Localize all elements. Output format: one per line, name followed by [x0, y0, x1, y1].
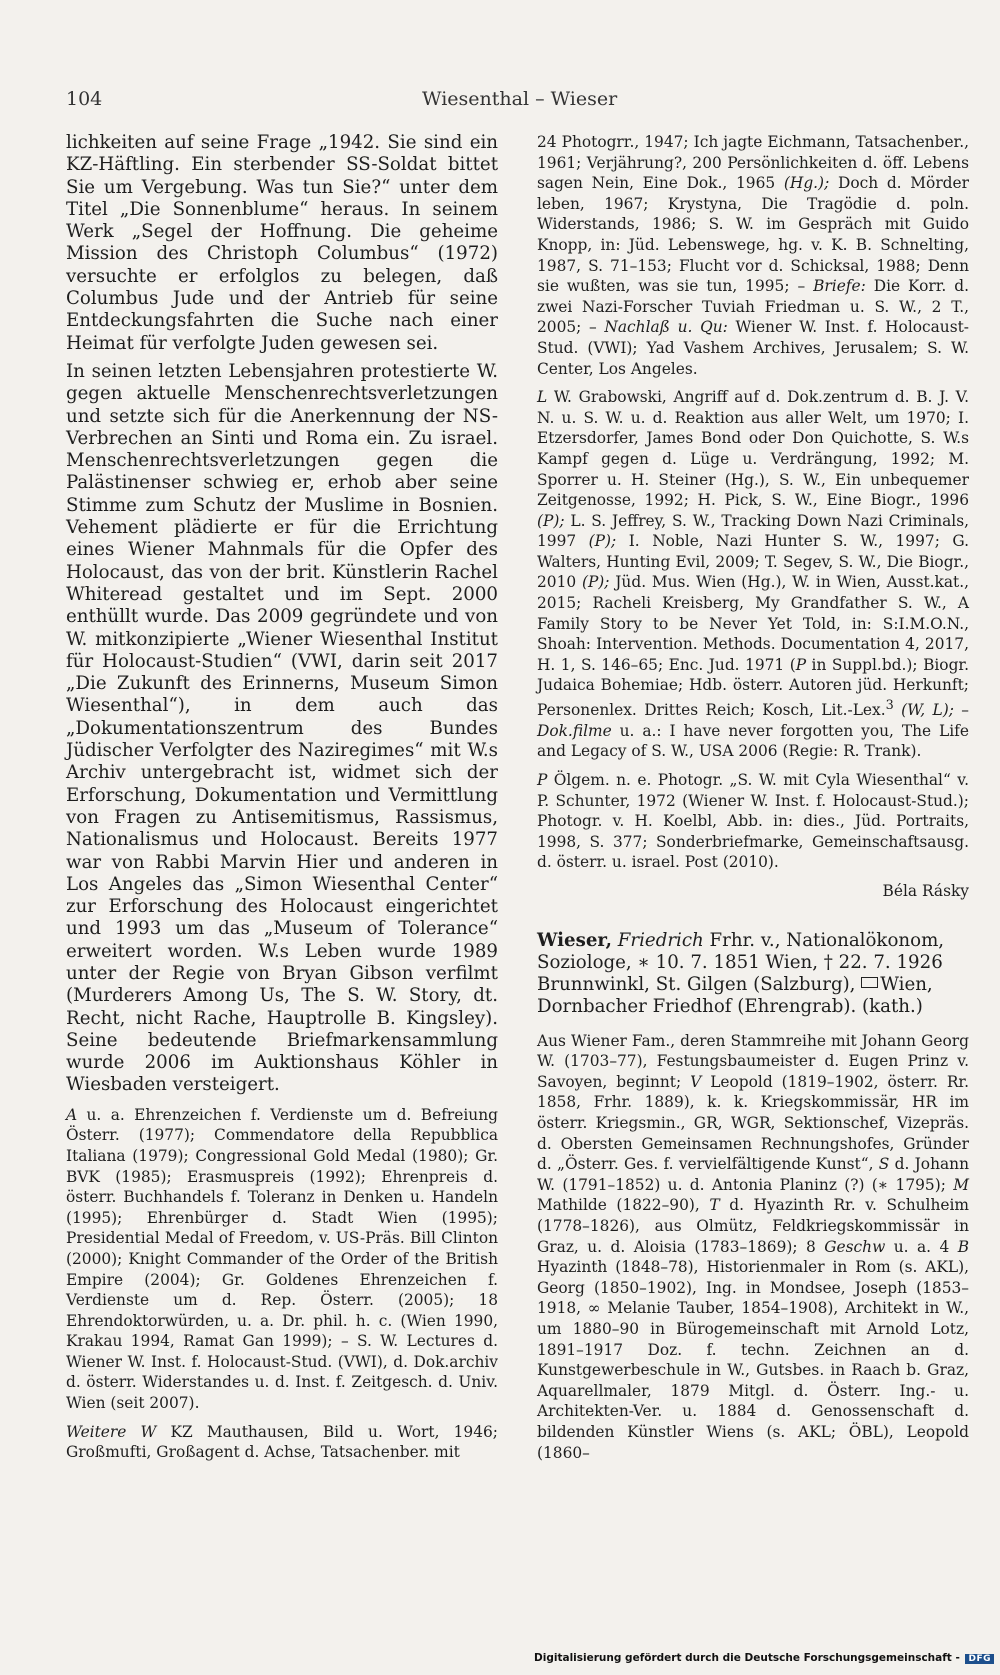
text-run: d. Johann W. (1791–1852) u. d. Antonia Planinz (?) (∗ 1795); [537, 1155, 969, 1194]
superscript: 3 [885, 698, 894, 714]
works-section [66, 1422, 498, 1463]
section-label: Weitere W [66, 1422, 157, 1441]
grave-box-icon [861, 977, 878, 988]
article-author: Béla Rásky [882, 881, 969, 900]
paragraph: lichkeiten auf seine Frage „1942. Sie sind ein KZ-Häftling. Ein sterbender SS-Soldat bittet Sie um Vergebung. Was tun Sie?“ unter dem Titel „Die Sonnenblume“ heraus. In seinem Werk „Segel der Hoffnung. Die geheime Mission des Christoph Columbus“ (1972) versuchte er erfolglos zu belegen, daß Columbus Jude und der Antrieb für seine Entdeckungsfahrten die Suche nach einer Heimat für verfolgte Juden gewesen sei. [66, 132, 498, 354]
text-run: Aus Wiener Fam., deren Stammreihe mit Johann Georg W. (1703–77), Festungsbaumeister d. Eugen Prinz v. Savoyen, beginnt; [537, 1031, 969, 1091]
text-run: Wiener W. Inst. f. Holocaust-Stud. (VWI); Yad Vashem Archives, Jerusalem; S. W. Center, Los Angeles. [537, 318, 970, 378]
text-run: P [795, 655, 807, 674]
section-label: Nachlaß u. Qu: [604, 318, 728, 337]
section-label: B [957, 1237, 969, 1256]
section-label: A [66, 1105, 78, 1124]
text-run: u. a.: I have never forgotten you, The Life and Legacy of S. W., USA 2006 (Regie: R. Trank). [537, 721, 969, 761]
credit-text: Digitalisierung gefördert durch die Deutsche Forschungsgemeinschaft - [534, 1652, 960, 1664]
text-run: (P); [537, 511, 565, 530]
dfg-logo: DFG [965, 1654, 994, 1664]
awards-section [66, 1105, 498, 1414]
text-run: Hyazinth (1848–78), Historienmaler in Rom (s. AKL), Georg (1850–1902), Ing. in Mondsee, Joseph (1853–1918, ∞ Melanie Tauber, 1854–1908), Architekt in W., um 1880–90 in Bürogemeinschaft mit Arnold Lotz, 1891–1917 Doz. f. techn. Zeichnen an d. Kunstgewerbeschule in W., Gutsbes. in Raach b. Graz, Aquarellmaler, 1879 Mitgl. d. Österr. Ing.- u. Architekten-Ver. u. 1884 d. Genossenschaft d. bildenden Künstler Wiens (s. AKL; ÖBL), Leopold (1860– [537, 1258, 969, 1462]
text-run: Die Korr. d. zwei Nazi-Forscher Tuviah Friedman u. S. W., 2 T., 2005; – [537, 277, 969, 337]
page-number: 104 [66, 88, 103, 110]
text-run: L. S. Jeffrey, S. W., Tracking Down Nazi Criminals, 1997 [537, 511, 969, 551]
text-run: Ölgem. n. e. Photogr. „S. W. mit Cyla Wiesenthal“ v. P. Schunter, 1972 (Wiener W. Inst. f. Holocaust-Stud.); Photogr. v. H. Koelbl, Abb. in: dies., Jüd. Portraits, 1998, S. 377; Sonderbriefmarke, Gemeinschaftsausg. d. österr. u. israel. Post (2010). [537, 770, 969, 872]
text-run: Doch d. Mörder leben, 1967; Krystyna, Die Tragödie d. poln. Widerstands, 1986; S. W. im Gespräch mit Guido Knopp, in: Jüd. Lebenswege, hg. v. K. B. Schnelting, 1987, S. 71–153; Flucht vor d. Schicksal, 1988; Denn sie wußten, was sie tun, 1995; – [537, 174, 969, 296]
section-text: u. a. Ehrenzeichen f. Verdienste um d. Befreiung Österr. (1977); Commendatore della Repubblica Italiana (1979); Congressional Gold Medal (1980); Gr. BVK (1985); Erasmuspreis (1992); Ehrenpreis d. österr. Buchhandels f. Toleranz in Denken u. Handeln (1995); Ehrenbürger d. Stadt Wien (1995); Presidential Medal of Freedom, v. US-Präs. Bill Clinton (2000); Knight Commander of the Order of the British Empire (2004); Gr. Goldenes Ehrenzeichen f. Verdienste um d. Rep. Österr. (2005); 18 Ehrendoktorwürden, u. a. Dr. phil. h. c. (Wien 1990, Krakau 1994, Ramat Gan 1999); – S. W. Lectures d. Wiener W. Inst. f. Holocaust-Stud. (VWI), d. Dok.archiv d. österr. Widerstandes u. d. Inst. f. Zeitgesch. d. Univ. Wien (seit 2007). [66, 1105, 498, 1413]
text-run: Wien, Dornbacher Friedhof (Ehrengrab). (kath.) [537, 974, 933, 1018]
literature-section [537, 387, 969, 762]
entry-given-name: Friedrich [617, 929, 704, 951]
entry-surname: Wieser, [537, 929, 612, 951]
text-run: W. Grabowski, Angriff auf d. Dok.zentrum d. B. J. V. N. u. S. W. u. d. Reaktion aus aller Welt, um 1970; I. Etzersdorfer, James Bond oder Don Quichotte, S. W.s Kampf gegen d. Lüge u. Verdrängung, 1992; M. Sporrer u. H. Steiner (Hg.), S. W., Ein unbequemer Zeitgenosse, 1992; H. Pick, S. W., Eine Biogr., 1996 [537, 388, 969, 510]
section-label: Geschw [824, 1237, 886, 1256]
text-run: in Suppl.bd.); Biogr. Judaica Bohemiae; Hdb. österr. Autoren jüd. Herkunft; Personenlex. Drittes Reich; Kosch, Lit.-Lex. [537, 655, 969, 720]
text-run: u. a. 4 [885, 1237, 958, 1256]
section-label: V [690, 1072, 702, 1091]
text-run: Leopold (1819–1902, österr. Rr. 1858, Frhr. 1889), k. k. Kriegskommissär, HR im österr. Kriegsmin., GR, WGR, Sektionschef, Vizepräs. d. Obersten Gemeinsamen Rechnungshofes, Gründer d. „Österr. Ges. f. vervielfältigende Kunst“, [537, 1072, 969, 1174]
section-label: L [537, 388, 548, 407]
section-text: KZ Mauthausen, Bild u. Wort, 1946; Großmufti, Großagent d. Achse, Tatsachenber. mit [66, 1422, 498, 1462]
digitization-credit [534, 1652, 994, 1664]
page-header [66, 88, 934, 116]
text-run: – [953, 701, 969, 720]
text-run: (P); [588, 532, 617, 551]
section-label: T [709, 1196, 720, 1215]
left-column [66, 132, 498, 1463]
portrait-section [537, 770, 969, 873]
text-run: Mathilde (1822–90), [537, 1196, 710, 1215]
text-run: d. Hyazinth Rr. v. Schulheim (1778–1826), aus Olmütz, Feldkriegskommissär in Graz, u. d. Aloisia (1783–1869); 8 [537, 1196, 969, 1256]
section-label: Briefe: [813, 277, 866, 296]
works-continued [537, 132, 969, 379]
text-run: Frhr. v., Nationalökonom, Soziologe, ∗ 10. 7. 1851 Wien, † 22. 7. 1926 Brunnwinkl, St. Gilgen (Salzburg), [537, 929, 945, 996]
text-run: (W, L); [893, 701, 954, 720]
text-run: (P); [581, 573, 610, 592]
section-label: S [878, 1155, 890, 1174]
entry-heading [537, 930, 969, 1019]
text-run: 24 Photogrr., 1947; Ich jagte Eichmann, Tatsachenber., 1961; Verjährung?, 200 Persönlichkeiten d. öff. Lebens sagen Nein, Eine Dok., 1965 [537, 133, 969, 193]
section-label: Dok.filme [537, 721, 612, 740]
section-label: M [953, 1175, 969, 1194]
text-run: I. Noble, Nazi Hunter S. W., 1997; G. Walters, Hunting Evil, 2009; T. Segev, S. W., Die Biogr., 2010 [537, 532, 970, 592]
text-run: Jüd. Mus. Wien (Hg.), W. in Wien, Ausst.kat., 2015; Racheli Kreisberg, My Grandfather S. W., A Family Story to be Never Yet Told, in: S:I.M.O.N., Shoah: Intervention. Methods. Documentation 4, 2017, H. 1, S. 146–65; Enc. Jud. 1971 ( [537, 573, 970, 674]
running-head: Wiesenthal – Wieser [422, 88, 618, 110]
paragraph: In seinen letzten Lebensjahren protestierte W. gegen aktuelle Menschenrechtsverletzungen und setzte sich für die Anerkennung der NS-Verbrechen an Sinti und Roma ein. Zu israel. Menschenrechtsverletzungen gegen die Palästinenser schwieg er, erhob aber seine Stimme zum Schutz der Muslime in Bosnien. Vehement plädierte er für die Errichtung eines Wiener Mahnmals für die Opfer des Holocaust, das von der brit. Künstlerin Rachel Whiteread gestaltet und im Sept. 2000 enthüllt wurde. Das 2009 gegründete und von W. mitkonzipierte „Wiener Wiesenthal Institut für Holocaust-Studien“ (VWI, darin seit 2017 „Die Zukunft des Erinnerns, Museum Simon Wiesenthal“), in dem auch das „Dokumentationszentrum des Bundes Jüdischer Verfolgter des Naziregimes“ mit W.s Archiv untergebracht ist, widmet sich der Erforschung, Dokumentation und Vermittlung von Fragen zu Antisemitismus, Rassismus, Nationalismus und Holocaust. Bereits 1977 war von Rabbi Marvin Hier und anderen in Los Angeles das „Simon Wiesenthal Center“ zur Erforschung des Holocaust eingerichtet und 1993 um das „Museum of Tolerance“ erweitert worden. W.s Leben wurde 1989 unter der Regie von Bryan Gibson verfilmt (Murderers Among Us, The S. W. Story, dt. Recht, nicht Rache, Hauptrolle B. Kingsley). Seine bedeutende Briefmarkensammlung wurde 2006 im Auktionshaus Köhler in Wiesbaden versteigert. [66, 360, 498, 1096]
entry-body [537, 1031, 969, 1463]
section-label: P [537, 770, 548, 789]
text-run: (Hg.); [783, 174, 830, 193]
right-column [537, 132, 969, 1463]
